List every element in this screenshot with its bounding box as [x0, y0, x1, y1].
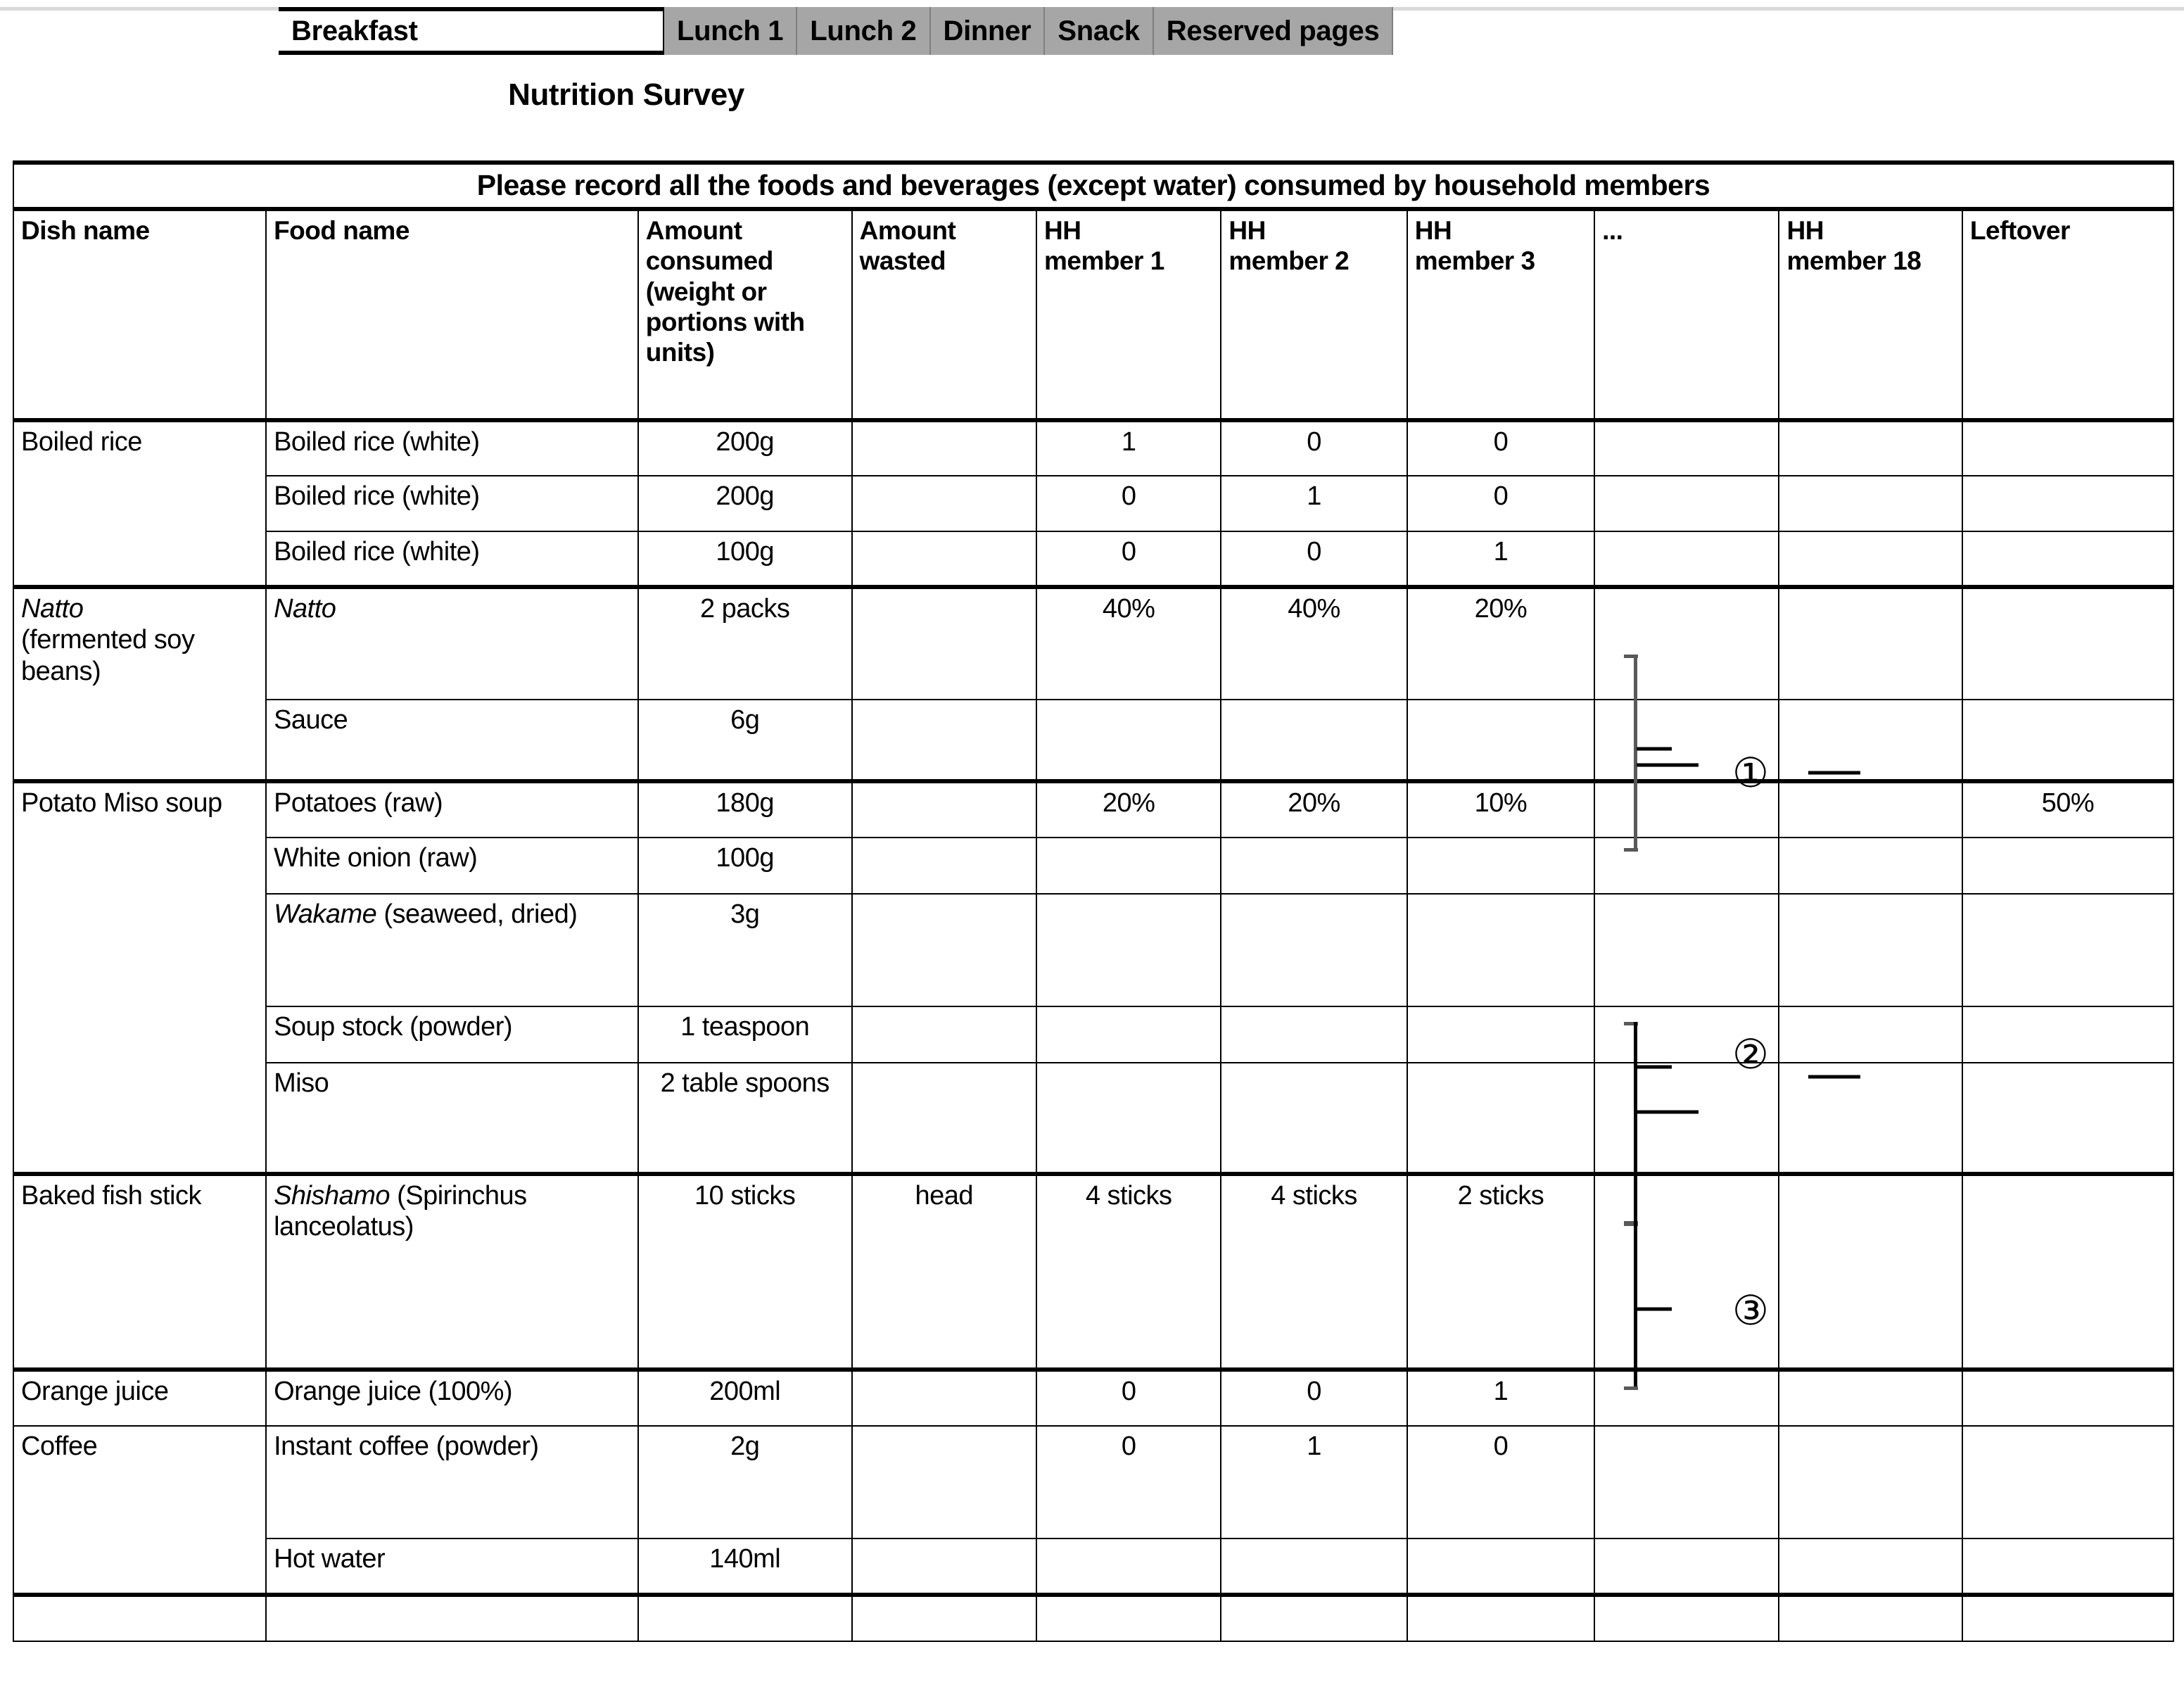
cell-hh-member-3[interactable]: 1 [1407, 531, 1594, 587]
cell-amount-consumed[interactable] [638, 1595, 852, 1641]
cell-hh-member-3[interactable] [1407, 1595, 1594, 1641]
food-name-italic-part: Shishamo [274, 1180, 391, 1211]
cell-ellipsis[interactable] [1594, 531, 1779, 587]
cell-hh-member-3[interactable]: 20% [1407, 587, 1594, 700]
cell-hh-member-2[interactable]: 4 sticks [1221, 1174, 1407, 1370]
dish-name-rest: (fermented soy beans) [21, 625, 195, 686]
cell-dish-name[interactable]: Baked fish stick [13, 1174, 266, 1370]
amount-wasted-l1: Amount [859, 215, 956, 245]
cell-amount-wasted[interactable] [852, 1006, 1036, 1063]
cell-ellipsis[interactable] [1594, 1006, 1779, 1063]
cell-amount-consumed[interactable]: 100g [638, 531, 852, 587]
cell-amount-wasted[interactable] [852, 838, 1036, 894]
cell-leftover[interactable] [1962, 531, 2173, 587]
cell-hh-member-2[interactable]: 1 [1221, 1426, 1407, 1538]
meal-tab-bar[interactable] [279, 7, 1393, 55]
table-row [13, 1063, 2173, 1174]
cell-food-name[interactable]: Boiled rice (white) [266, 531, 638, 587]
cell-ellipsis[interactable] [1594, 1174, 1779, 1370]
col-header-hh-member-18 [1779, 209, 1962, 420]
cell-hh-member-18[interactable] [1779, 476, 1962, 531]
cell-food-name[interactable] [266, 894, 638, 1006]
table-row [13, 1426, 2173, 1538]
cell-amount-wasted[interactable]: head [852, 1174, 1036, 1370]
cell-hh-member-2[interactable] [1221, 1595, 1407, 1641]
cell-amount-consumed[interactable]: 2g [638, 1426, 852, 1538]
cell-hh-member-1[interactable] [1036, 700, 1221, 781]
food-name-rest: (Spirinchus lanceolatus) [274, 1180, 527, 1242]
cell-hh-member-1[interactable]: 20% [1036, 781, 1221, 838]
cell-amount-wasted[interactable] [852, 587, 1036, 700]
cell-ellipsis[interactable] [1594, 781, 1779, 838]
cell-ellipsis[interactable] [1594, 894, 1779, 1006]
amount-wasted-l2: wasted [859, 246, 946, 276]
col-header-amount-wasted [852, 209, 1036, 420]
cell-food-name[interactable]: Instant coffee (powder) [266, 1426, 638, 1538]
tab-reserved-pages[interactable]: Reserved pages [1154, 7, 1394, 55]
cell-leftover[interactable] [1962, 700, 2173, 781]
cell-leftover[interactable] [1962, 1006, 2173, 1063]
cell-leftover[interactable] [1962, 476, 2173, 531]
tab-lunch-1[interactable]: Lunch 1 [664, 7, 797, 55]
cell-food-name[interactable]: Sauce [266, 700, 638, 781]
cell-hh-member-1[interactable] [1036, 894, 1221, 1006]
hh18-l1: HH [1786, 215, 1824, 245]
cell-ellipsis[interactable] [1594, 1370, 1779, 1426]
cell-food-name[interactable]: Boiled rice (white) [266, 420, 638, 476]
annotation-label-2: ② [1732, 1030, 1769, 1078]
cell-amount-consumed[interactable]: 1 teaspoon [638, 1006, 852, 1063]
table-row [13, 476, 2173, 531]
nutrition-survey-table [13, 160, 2174, 1642]
cell-hh-member-18[interactable] [1779, 1426, 1962, 1538]
cell-food-name[interactable]: Boiled rice (white) [266, 476, 638, 531]
cell-amount-wasted[interactable] [852, 1370, 1036, 1426]
cell-leftover[interactable] [1962, 894, 2173, 1006]
cell-leftover[interactable] [1962, 1370, 2173, 1426]
cell-hh-member-1[interactable] [1036, 1595, 1221, 1641]
cell-hh-member-1[interactable] [1036, 1006, 1221, 1063]
cell-dish-name[interactable] [13, 587, 266, 781]
cell-dish-name[interactable] [13, 1595, 266, 1641]
cell-hh-member-18[interactable] [1779, 1174, 1962, 1370]
cell-hh-member-18[interactable] [1779, 781, 1962, 838]
cell-leftover[interactable] [1962, 1426, 2173, 1538]
cell-hh-member-3[interactable] [1407, 1063, 1594, 1174]
cell-hh-member-2[interactable] [1221, 1063, 1407, 1174]
cell-hh-member-2[interactable]: 20% [1221, 781, 1407, 838]
amount-consumed-l5: units) [645, 338, 715, 367]
cell-hh-member-18[interactable] [1779, 587, 1962, 700]
cell-leftover[interactable] [1962, 1174, 2173, 1370]
col-header-food-name: Food name [266, 209, 638, 420]
cell-amount-consumed[interactable]: 200g [638, 476, 852, 531]
hh1-l1: HH [1044, 215, 1081, 245]
table-row [13, 700, 2173, 781]
cell-hh-member-3[interactable] [1407, 894, 1594, 1006]
cell-dish-name[interactable]: Orange juice [13, 1370, 266, 1426]
cell-hh-member-1[interactable]: 1 [1036, 420, 1221, 476]
cell-amount-wasted[interactable] [852, 1538, 1036, 1595]
cell-hh-member-2[interactable]: 40% [1221, 587, 1407, 700]
cell-hh-member-18[interactable] [1779, 1595, 1962, 1641]
cell-leftover[interactable]: 50% [1962, 781, 2173, 838]
cell-hh-member-18[interactable] [1779, 894, 1962, 1006]
cell-food-name[interactable] [266, 1595, 638, 1641]
cell-ellipsis[interactable] [1594, 1426, 1779, 1538]
cell-hh-member-1[interactable]: 4 sticks [1036, 1174, 1221, 1370]
cell-ellipsis[interactable] [1594, 838, 1779, 894]
cell-dish-name[interactable]: Coffee [13, 1426, 266, 1595]
table-row [13, 1006, 2173, 1063]
food-name-rest: (seaweed, dried) [383, 899, 578, 929]
cell-hh-member-1[interactable]: 0 [1036, 476, 1221, 531]
amount-consumed-l3: (weight or [645, 277, 767, 306]
cell-food-name[interactable]: White onion (raw) [266, 838, 638, 894]
cell-hh-member-18[interactable] [1779, 1370, 1962, 1426]
cell-ellipsis[interactable] [1594, 1063, 1779, 1174]
cell-amount-consumed[interactable]: 3g [638, 894, 852, 1006]
tab-strip-wrapper [0, 7, 2184, 58]
col-header-hh-member-1 [1036, 209, 1221, 420]
cell-hh-member-1[interactable] [1036, 838, 1221, 894]
annotation-label-3: ③ [1732, 1287, 1769, 1334]
cell-ellipsis[interactable] [1594, 587, 1779, 700]
hh2-l1: HH [1228, 215, 1266, 245]
cell-food-name[interactable]: Hot water [266, 1538, 638, 1595]
table-row [13, 1595, 2173, 1641]
cell-hh-member-2[interactable] [1221, 894, 1407, 1006]
cell-hh-member-3[interactable] [1407, 700, 1594, 781]
cell-hh-member-18[interactable] [1779, 420, 1962, 476]
col-header-leftover: Leftover [1962, 209, 2173, 420]
hh2-l2: member 2 [1228, 246, 1350, 276]
dish-name-italic-part: Natto [21, 593, 84, 624]
tab-breakfast[interactable]: Breakfast [279, 7, 664, 55]
cell-hh-member-18[interactable] [1779, 838, 1962, 894]
cell-food-name[interactable]: Orange juice (100%) [266, 1370, 638, 1426]
cell-food-name[interactable]: Natto [266, 587, 638, 700]
column-header-row [13, 209, 2173, 420]
tab-dinner[interactable]: Dinner [931, 7, 1046, 55]
table-row [13, 894, 2173, 1006]
cell-hh-member-18[interactable] [1779, 700, 1962, 781]
cell-hh-member-3[interactable]: 0 [1407, 476, 1594, 531]
tab-snack[interactable]: Snack [1045, 7, 1153, 55]
table-row [13, 781, 2173, 838]
cell-hh-member-1[interactable]: 0 [1036, 1370, 1221, 1426]
cell-amount-consumed[interactable]: 180g [638, 781, 852, 838]
cell-amount-consumed[interactable]: 140ml [638, 1538, 852, 1595]
cell-hh-member-2[interactable]: 0 [1221, 531, 1407, 587]
cell-amount-wasted[interactable] [852, 781, 1036, 838]
tab-lunch-2[interactable]: Lunch 2 [797, 7, 930, 55]
cell-amount-wasted[interactable] [852, 1426, 1036, 1538]
cell-hh-member-3[interactable] [1407, 1538, 1594, 1595]
col-header-dish-name: Dish name [13, 209, 266, 420]
cell-ellipsis[interactable] [1594, 1538, 1779, 1595]
cell-amount-wasted[interactable] [852, 700, 1036, 781]
cell-amount-consumed[interactable]: 200g [638, 420, 852, 476]
annotation-label-1: ① [1732, 749, 1769, 797]
cell-hh-member-2[interactable]: 0 [1221, 1370, 1407, 1426]
cell-hh-member-2[interactable]: 0 [1221, 420, 1407, 476]
amount-consumed-l1: Amount [645, 215, 742, 245]
table-row [13, 531, 2173, 587]
cell-hh-member-18[interactable] [1779, 1006, 1962, 1063]
col-header-amount-consumed [638, 209, 852, 420]
cell-hh-member-3[interactable]: 10% [1407, 781, 1594, 838]
table-row [13, 1174, 2173, 1370]
instruction-text: Please record all the foods and beverages (except water) consumed by household members [13, 163, 2173, 209]
table-row [13, 838, 2173, 894]
cell-hh-member-18[interactable] [1779, 531, 1962, 587]
cell-leftover[interactable] [1962, 1595, 2173, 1641]
cell-food-name[interactable]: Miso [266, 1063, 638, 1174]
cell-amount-consumed[interactable]: 200ml [638, 1370, 852, 1426]
amount-consumed-l2: consumed [645, 246, 773, 276]
cell-dish-name[interactable]: Boiled rice [13, 420, 266, 587]
table-row [13, 1538, 2173, 1595]
cell-amount-consumed[interactable]: 10 sticks [638, 1174, 852, 1370]
cell-leftover[interactable] [1962, 1538, 2173, 1595]
cell-leftover[interactable] [1962, 420, 2173, 476]
cell-hh-member-3[interactable]: 2 sticks [1407, 1174, 1594, 1370]
instruction-row [13, 163, 2173, 209]
amount-consumed-l4: portions with [645, 307, 805, 336]
hh1-l2: member 1 [1044, 246, 1164, 276]
cell-food-name[interactable] [266, 1174, 638, 1370]
cell-ellipsis[interactable] [1594, 700, 1779, 781]
cell-hh-member-3[interactable] [1407, 838, 1594, 894]
cell-hh-member-18[interactable] [1779, 1063, 1962, 1174]
cell-leftover[interactable] [1962, 838, 2173, 894]
cell-hh-member-3[interactable] [1407, 1006, 1594, 1063]
cell-amount-wasted[interactable] [852, 1063, 1036, 1174]
hh3-l2: member 3 [1414, 246, 1535, 276]
col-header-hh-member-3 [1407, 209, 1594, 420]
cell-amount-wasted[interactable] [852, 420, 1036, 476]
cell-hh-member-2[interactable] [1221, 838, 1407, 894]
hh18-l2: member 18 [1786, 246, 1922, 276]
cell-amount-wasted[interactable] [852, 476, 1036, 531]
cell-amount-consumed[interactable]: 100g [638, 838, 852, 894]
table-row [13, 1370, 2173, 1426]
cell-hh-member-2[interactable] [1221, 1006, 1407, 1063]
cell-amount-consumed[interactable]: 2 table spoons [638, 1063, 852, 1174]
cell-hh-member-1[interactable]: 0 [1036, 531, 1221, 587]
cell-food-name[interactable]: Potatoes (raw) [266, 781, 638, 838]
page-title: Nutrition Survey [508, 77, 744, 112]
col-header-ellipsis: ... [1594, 209, 1779, 420]
cell-hh-member-3[interactable]: 0 [1407, 420, 1594, 476]
hh3-l1: HH [1414, 215, 1452, 245]
cell-ellipsis[interactable] [1594, 420, 1779, 476]
cell-hh-member-2[interactable] [1221, 700, 1407, 781]
cell-hh-member-3[interactable]: 1 [1407, 1370, 1594, 1426]
cell-hh-member-2[interactable] [1221, 1538, 1407, 1595]
cell-ellipsis[interactable] [1594, 476, 1779, 531]
table-row [13, 587, 2173, 700]
cell-amount-wasted[interactable] [852, 894, 1036, 1006]
cell-hh-member-1[interactable] [1036, 1063, 1221, 1174]
cell-hh-member-1[interactable]: 0 [1036, 1426, 1221, 1538]
cell-hh-member-18[interactable] [1779, 1538, 1962, 1595]
cell-ellipsis[interactable] [1594, 1595, 1779, 1641]
cell-amount-consumed[interactable]: 2 packs [638, 587, 852, 700]
cell-leftover[interactable] [1962, 587, 2173, 700]
cell-food-name[interactable]: Soup stock (powder) [266, 1006, 638, 1063]
cell-hh-member-2[interactable]: 1 [1221, 476, 1407, 531]
cell-leftover[interactable] [1962, 1063, 2173, 1174]
cell-hh-member-1[interactable] [1036, 1538, 1221, 1595]
cell-hh-member-3[interactable]: 0 [1407, 1426, 1594, 1538]
cell-amount-wasted[interactable] [852, 1595, 1036, 1641]
col-header-hh-member-2 [1221, 209, 1407, 420]
cell-hh-member-1[interactable]: 40% [1036, 587, 1221, 700]
cell-amount-wasted[interactable] [852, 531, 1036, 587]
cell-amount-consumed[interactable]: 6g [638, 700, 852, 781]
table-row [13, 420, 2173, 476]
food-name-italic-part: Wakame [274, 899, 377, 929]
cell-dish-name[interactable]: Potato Miso soup [13, 781, 266, 1174]
